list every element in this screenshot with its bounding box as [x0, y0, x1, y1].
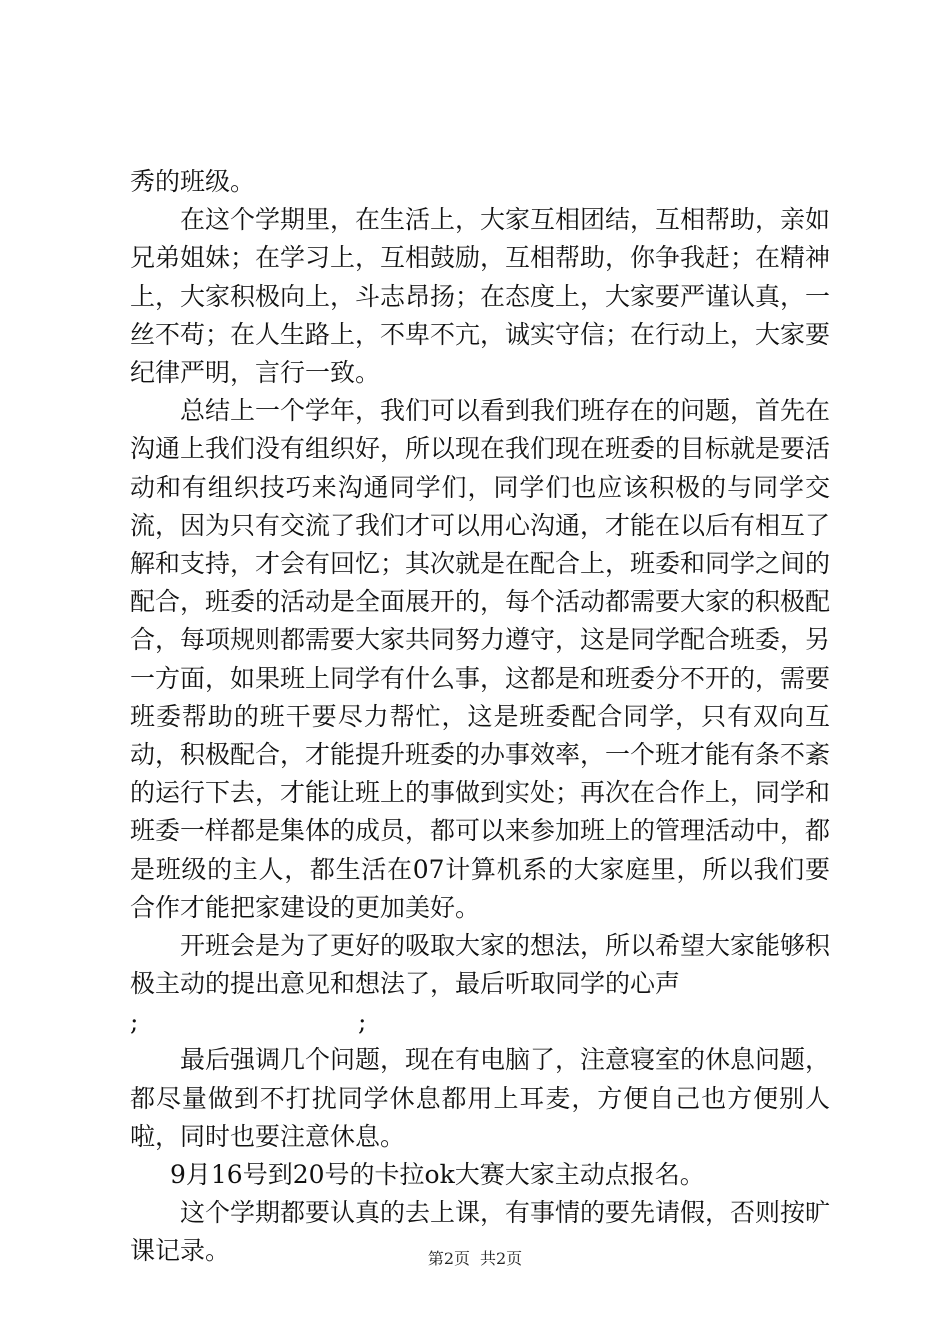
paragraph-year-summary: 总结上一个学年，我们可以看到我们班存在的问题，首先在沟通上我们没有组织好，所以现在我们现在班委的目标就是要活动和有组织技巧来沟通同学们，同学们也应该积极的与同学交流，因为只有交流了我们才可以用心沟通，才能在以后有相互了解和支持，才会有回忆；其次就是在配合上，班委和同学之间的配合，班委的活动是全面展开的，每个活动都需要大家的积极配合，每项规则都需要大家共同努力遵守，这是同学配合班委，另一方面，如果班上同学有什么事，这都是和班委分不开的，需要班委帮助的班干要尽力帮忙，这是班委配合同学，只有双向互动，积极配合，才能提升班委的办事效率，一个班才能有条不紊的运行下去，才能让班上的事做到实处；再次在合作上，同学和班委一样都是集体的成员，都可以来参加班上的管理活动中，都是班级的主人，都生活在07计算机系的大家庭里，所以我们要合作才能把家建设的更加美好。 [130, 396, 831, 922]
paragraph-karaoke: 9月16号到20号的卡拉ok大赛大家主动点报名。 [170, 1160, 705, 1190]
paragraph-attendance: 这个学期都要认真的去上课，有事情的要先请假，否则按旷课记录。 [130, 1198, 831, 1266]
paragraph-dorm-rest: 最后强调几个问题，现在有电脑了，注意寝室的休息问题，都尽量做到不打扰同学休息都用上耳麦，方便自己也方便别人啦，同时也要注意休息。 [130, 1045, 831, 1151]
page-footer [0, 1246, 950, 1269]
blank-response-line [130, 1003, 830, 1041]
document-body [130, 163, 830, 1271]
paragraph-meeting-purpose: 开班会是为了更好的吸取大家的想法，所以希望大家能够积极主动的提出意见和想法了，最后听取同学的心声 [130, 931, 831, 999]
blank-mark-1: ; [130, 1007, 139, 1037]
paragraph-class-spirit: 在这个学期里，在生活上，大家互相团结，互相帮助，亲如兄弟姐妹；在学习上，互相鼓励，互相帮助，你争我赶；在精神上，大家积极向上，斗志昂扬；在态度上，大家要严谨认真，一丝不苟；在人生路上，不卑不亢，诚实守信；在行动上，大家要纪律严明，言行一致。 [130, 205, 831, 388]
paragraph-continuation: 秀的班级。 [130, 167, 256, 196]
page-number: 第2页 [427, 1249, 470, 1268]
page-total: 共2页 [480, 1249, 523, 1268]
blank-mark-2: ; [358, 1007, 367, 1037]
